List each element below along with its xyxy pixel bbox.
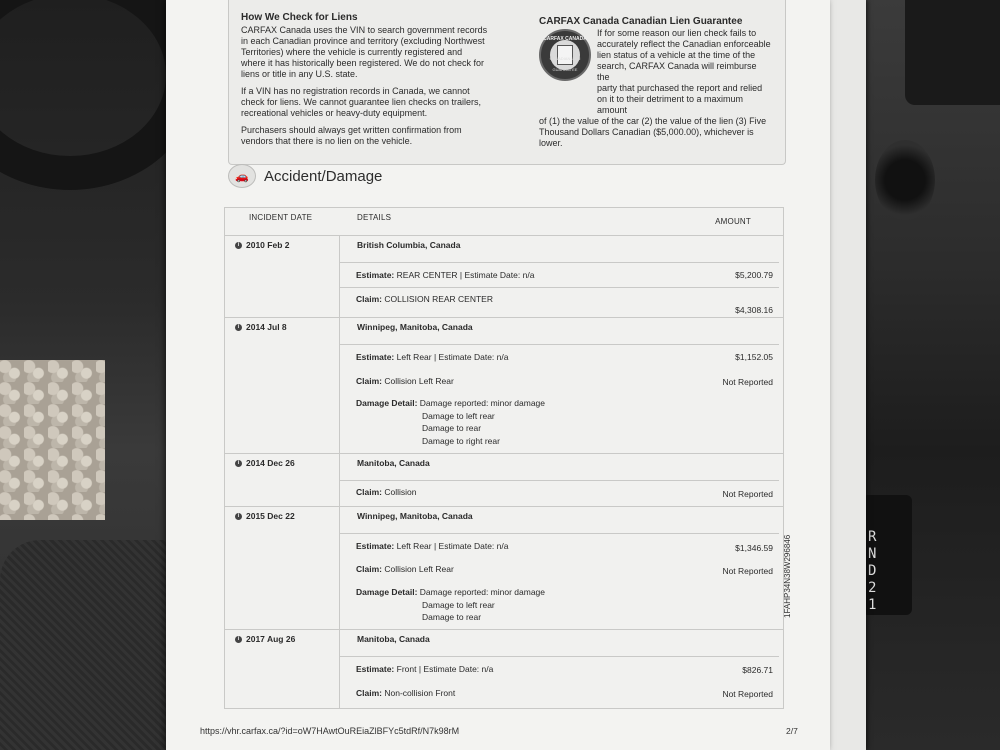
incident-location: British Columbia, Canada [357,240,461,250]
incident-location: Winnipeg, Manitoba, Canada [357,511,473,521]
incident-date: 2014 Jul 8 [246,322,287,332]
radio-unit [905,0,1000,105]
section-title: Accident/Damage [264,167,383,185]
estimate-line: Estimate: REAR CENTER | Estimate Date: n/a $5,200.79 [339,262,779,288]
estimate-amount: $826.71 [742,665,773,675]
estimate-line: Estimate: Front | Estimate Date: n/a $826.71 Claim: Non-collision Front Not Reported [339,656,779,710]
claim-amount: Not Reported [722,689,773,699]
claim-amount: Not Reported [722,489,773,499]
section-heading [228,164,382,188]
damage-detail: Damage Detail: Damage reported: minor damage Damage to left rear Damage to rear [356,587,546,622]
damage-detail: Damage Detail: Damage reported: minor damage Damage to left rear Damage to rear Damage to right rear [356,398,546,446]
claim-amount: Not Reported [722,377,773,387]
vin-number: 1FAHP34N38W296846 [783,534,792,618]
estimate-line: Estimate: Left Rear | Estimate Date: n/a $1,346.59 Claim: Collision Left Rear Not Reported Damage Detail: Damage reported: minor damage Damage to left rear Damage to rear [339,533,779,630]
lien-check-title: How We Check for Liens [241,12,358,23]
info-icon: i [235,242,242,249]
lien-check-para2: If a VIN has no registration records in Canada, we cannot check for liens. We cannot guarantee lien checks on trailers, recreational vehicles or heavy-duty equipment. [241,86,481,118]
footer-url: https://vhr.carfax.ca/?id=oW7HAwtOuREiaZlBFYc5tdRf/N7k98rM [200,726,460,736]
header-amount: AMOUNT [715,217,751,226]
estimate-amount: $1,346.59 [735,543,773,553]
guarantee-title: CARFAX Canada Canadian Lien Guarantee [539,16,743,27]
claim-line: Claim: COLLISION REAR CENTER $4,308.16 [339,287,779,318]
claim-amount: Not Reported [722,566,773,576]
page-number: 2/7 [786,726,798,736]
guarantee-seal-icon [539,29,591,81]
table-header [225,208,783,234]
incident-location: Manitoba, Canada [357,458,430,468]
gear-selector: R N D 2 1 [862,495,912,615]
estimate-amount: $1,152.05 [735,352,773,362]
info-icon: i [235,636,242,643]
lien-check-para3: Purchasers should always get written confirmation from vendors that there is no lien on the vehicle. [241,125,462,146]
table-row [225,629,783,709]
car-interior-right [862,0,1000,750]
table-row [225,506,783,629]
lien-check-para1: CARFAX Canada uses the VIN to search government records in each Canadian province and territory (excluding Northwest Territories) where the vehicle is currently registered and where it has historically been registered. We do not check for liens or title in any U.S. state. [241,25,488,79]
info-icon: i [235,324,242,331]
table-row [225,235,783,317]
table-row [225,453,783,506]
car-seat [0,540,175,750]
info-icon: i [235,513,242,520]
seal-top-text: CARFAX CANADA [543,36,587,42]
guarantee-text: If for some reason our lien check fails to accurately reflect the Canadian enforceable lien status of a vehicle at the time of the search, CARFAX Canada will reimburse the party that purchased the report and relied on it to their detriment to a maximum amount of (1) the value of the car (2) the value of the lien (3) Five Thousand Dollars Canadian ($5,000.00), whichever is lower. [539,28,771,148]
incident-date: 2010 Feb 2 [246,240,290,250]
lien-info-box [228,0,786,165]
report-page [166,0,830,750]
incident-location: Winnipeg, Manitoba, Canada [357,322,473,332]
claim-line: Claim: Collision Not Reported [339,480,779,507]
table-row [225,317,783,453]
incident-date: 2017 Aug 26 [246,634,296,644]
header-details: DETAILS [357,213,392,222]
incident-date: 2014 Dec 26 [246,458,295,468]
gravel-ground [0,360,105,520]
header-date: INCIDENT DATE [249,213,313,222]
incident-date: 2015 Dec 22 [246,511,295,521]
lien-check-column [241,12,489,153]
claim-amount: $4,308.16 [735,305,773,315]
estimate-line: Estimate: Left Rear | Estimate Date: n/a $1,152.05 Claim: Collision Left Rear Not Reported Damage Detail: Damage reported: minor damage Damage to left rear Damage to rear Damage to right rear [339,344,779,454]
car-damage-icon: 🚗 [228,164,256,188]
guarantee-column [539,16,771,149]
info-icon: i [235,460,242,467]
accident-table [224,207,784,709]
incident-location: Manitoba, Canada [357,634,430,644]
seal-bottom-text: CANADIAN LIEN GUARANTEE [549,56,581,72]
air-vent [875,140,935,220]
estimate-amount: $5,200.79 [735,270,773,280]
